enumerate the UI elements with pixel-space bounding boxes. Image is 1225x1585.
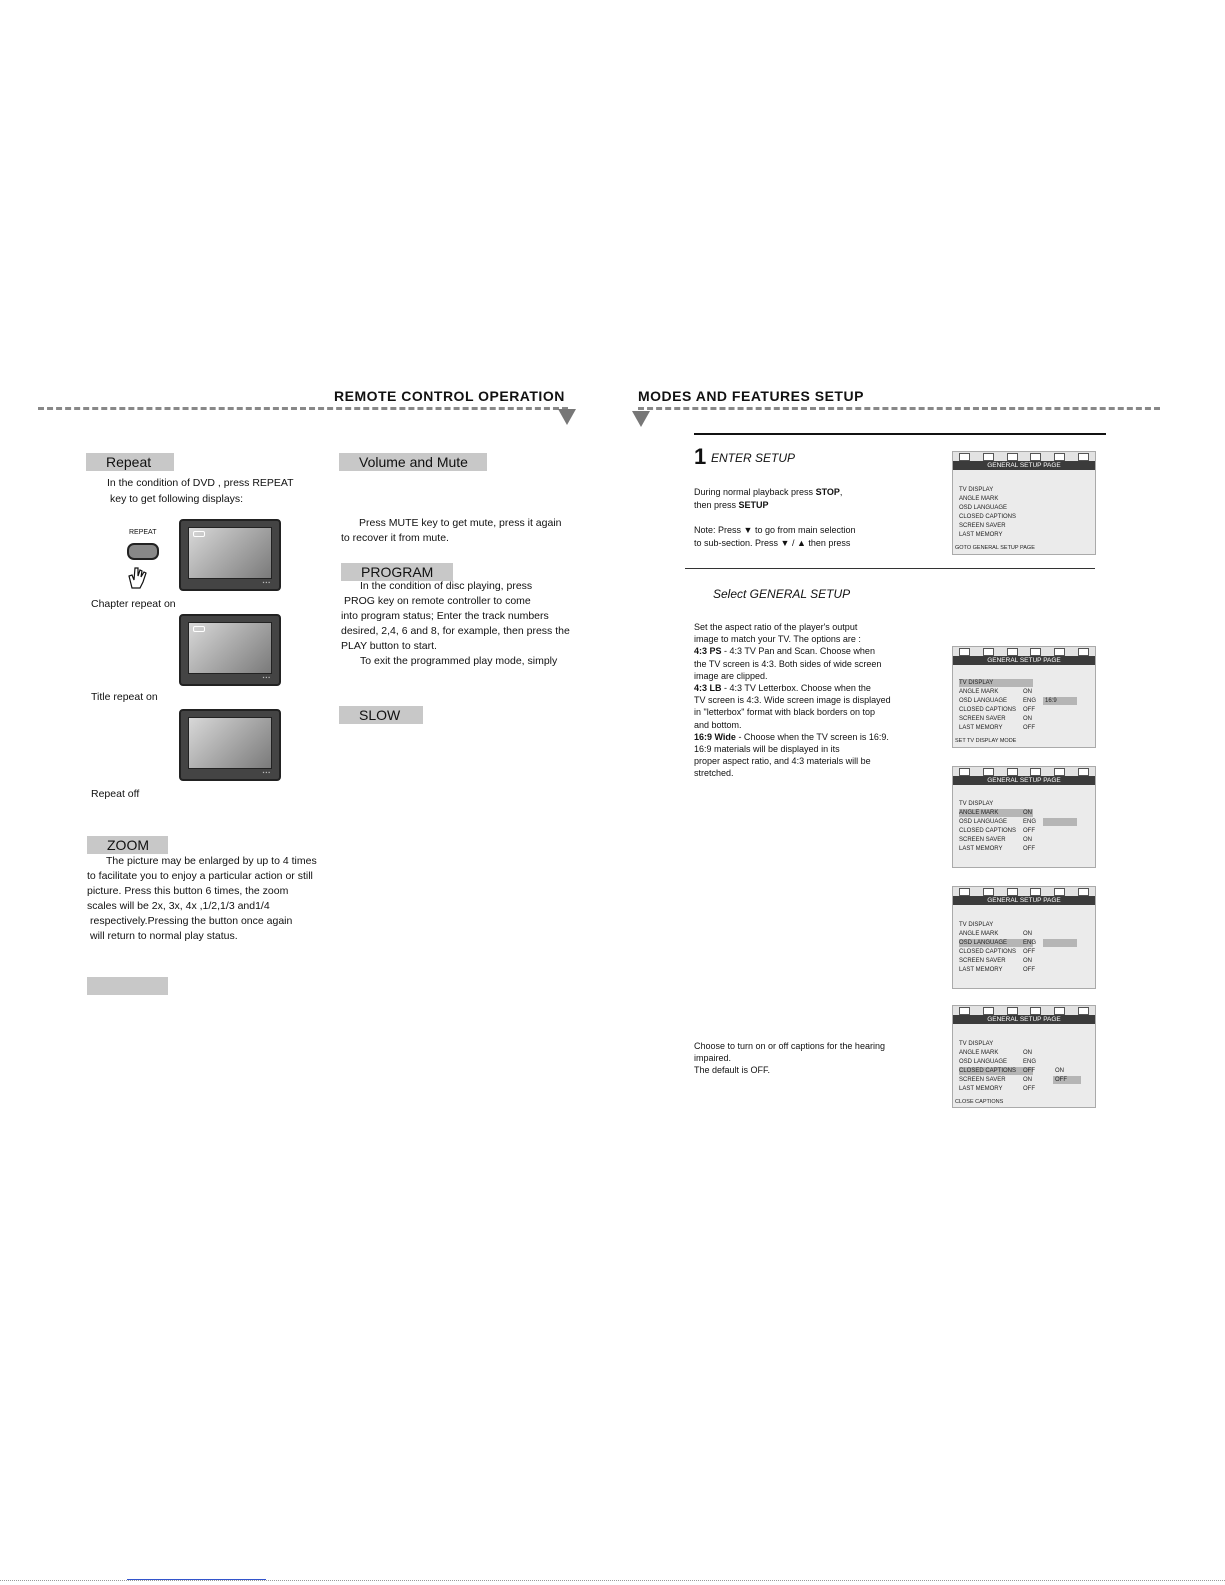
- caption-chapter-repeat: Chapter repeat on: [91, 598, 176, 610]
- bottom-dotted-rule: [0, 1580, 1225, 1581]
- volume-heading: Volume and Mute: [339, 453, 487, 471]
- step-number: 1: [694, 444, 707, 469]
- program-heading: PROGRAM: [341, 563, 453, 581]
- top-rule: [694, 433, 1106, 435]
- menu-tv-display: GENERAL SETUP PAGE TV DISPLAY ANGLE MARK ON OSD LANGUAGE ENG 16:9 CLOSED CAPTIONS OFF SCREEN SAVER ON LAST MEMORY OFF SET TV DISPLAY MODE: [952, 646, 1096, 748]
- volume-text-1: Press MUTE key to get mute, press it again: [359, 517, 562, 529]
- up-arrow-icon: ▲: [796, 538, 806, 548]
- program-text: In the condition of disc playing, press PROG key on remote controller to come into program status; Enter the track numbers desired, 2,4, 6 and 8, for example, then press the PLAY button to start. To exit the programmed play mode, simply: [341, 580, 570, 667]
- step-text: During normal playback press STOP, then press SETUP Note: Press ▼ to go from main selection to sub-section. Press ▼ / ▲ then press: [694, 487, 856, 548]
- menu-osd-language: GENERAL SETUP PAGE TV DISPLAY ANGLE MARK ON OSD LANGUAGE ENG CLOSED CAPTIONS OFF SCREEN SAVER ON LAST MEMORY OFF: [952, 886, 1096, 989]
- blank-heading: [87, 977, 168, 995]
- bottom-blue-rule: [127, 1579, 266, 1580]
- left-divider: [38, 407, 568, 410]
- caption-repeat-off: Repeat off: [91, 788, 140, 800]
- mid-rule: [685, 568, 1095, 569]
- repeat-heading: Repeat: [86, 453, 174, 471]
- tv-repeat-off-icon: ▪▪▪: [179, 709, 281, 781]
- general-title: Select GENERAL SETUP: [713, 587, 851, 601]
- hand-pointer-icon: [126, 562, 150, 590]
- captions-text: Choose to turn on or off captions for the hearing impaired. The default is OFF.: [694, 1041, 885, 1076]
- menu-angle-mark: GENERAL SETUP PAGE TV DISPLAY ANGLE MARK ON OSD LANGUAGE ENG CLOSED CAPTIONS OFF SCREEN SAVER ON LAST MEMORY OFF: [952, 766, 1096, 868]
- right-divider: [638, 407, 1160, 410]
- tv-chapter-repeat-icon: ▪▪▪: [179, 519, 281, 591]
- down-arrow-icon: ▼: [780, 538, 790, 548]
- zoom-heading: ZOOM: [87, 836, 168, 854]
- repeat-text-1: In the condition of DVD , press REPEAT: [107, 477, 294, 489]
- right-header: MODES AND FEATURES SETUP: [638, 388, 864, 404]
- right-arrow-icon: [632, 411, 650, 427]
- zoom-text: The picture may be enlarged by up to 4 times to facilitate you to enjoy a particular action or still picture. Press this button 6 times, the zoom scales will be 2x, 3x, 4x ,1/2,1/3 and1/4 respectively.Pressing the button once again will return to normal play status.: [87, 855, 317, 942]
- repeat-text-2: key to get following displays:: [110, 493, 244, 505]
- repeat-button-icon: [127, 543, 159, 560]
- left-header: REMOTE CONTROL OPERATION: [334, 388, 565, 404]
- step-title: ENTER SETUP: [711, 451, 796, 465]
- menu-closed-captions: GENERAL SETUP PAGE TV DISPLAY ANGLE MARK ON OSD LANGUAGE ENG CLOSED CAPTIONS OFF ON SCREEN SAVER ON OFF LAST MEMORY OFF CLOSE CAPTIONS: [952, 1005, 1096, 1108]
- tv-title-repeat-icon: ▪▪▪: [179, 614, 281, 686]
- volume-text-2: to recover it from mute.: [341, 532, 449, 544]
- menu-enter-setup: GENERAL SETUP PAGE TV DISPLAY ANGLE MARK OSD LANGUAGE CLOSED CAPTIONS SCREEN SAVER LAST MEMORY GOTO GENERAL SETUP PAGE: [952, 451, 1096, 555]
- slow-heading: SLOW: [339, 706, 423, 724]
- general-text: Set the aspect ratio of the player's output image to match your TV. The options are : 4:3 PS - 4:3 TV Pan and Scan. Choose when the TV screen is 4:3. Both sides of wide screen image are clipped. 4:3 LB - 4:3 TV Letterbox. Choose when the TV screen is 4:3. Wide screen image is displayed in "letterbox" format with black borders on top and bottom. 16:9 Wide - Choose when the TV screen is 16:9. 16:9 materials will be displayed in its proper aspect ratio, and 4:3 materials will be stretched.: [694, 622, 891, 779]
- caption-title-repeat: Title repeat on: [91, 691, 158, 703]
- left-arrow-icon: [558, 409, 576, 425]
- down-arrow-icon: ▼: [743, 525, 753, 535]
- repeat-button-label: REPEAT: [129, 529, 157, 536]
